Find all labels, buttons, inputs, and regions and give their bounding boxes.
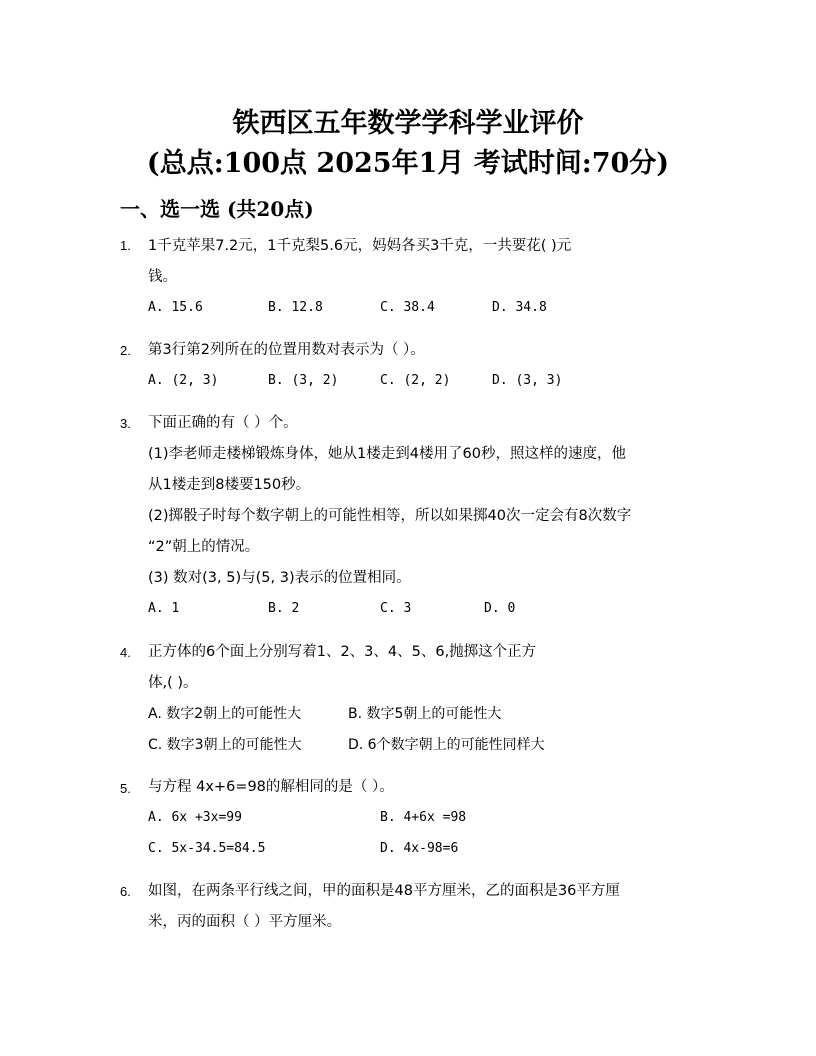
question-text-line: 从1楼走到8楼要150秒。 bbox=[148, 477, 311, 493]
option-d[interactable]: D. 0 bbox=[484, 601, 516, 616]
option-c[interactable]: C. 5x-34.5=84.5 bbox=[148, 841, 266, 856]
option-d[interactable]: D. (3, 3) bbox=[492, 373, 563, 388]
question-text-line: 1千克苹果7.2元，1千克梨5.6元，妈妈各买3千克，一共要花( )元 bbox=[148, 238, 572, 254]
question-text-line: 如图，在两条平行线之间，甲的面积是48平方厘米，乙的面积是36平方厘 bbox=[148, 883, 620, 899]
exam-title: 铁西区五年数学学科学业评价 bbox=[232, 108, 584, 139]
option-a[interactable]: A. 1 bbox=[148, 601, 180, 616]
question-text-line: 与方程 4x+6=98的解相同的是（ ）。 bbox=[148, 779, 394, 795]
question-text-line: 第3行第2列所在的位置用数对表示为（ ）。 bbox=[148, 342, 425, 358]
question-number: 6. bbox=[120, 884, 131, 899]
option-d[interactable]: D. 4x-98=6 bbox=[380, 841, 459, 856]
option-a[interactable]: A. 15.6 bbox=[148, 300, 203, 315]
option-c[interactable]: C. 数字3朝上的可能性大 bbox=[148, 737, 302, 753]
question-text-line: 米，丙的面积（ ）平方厘米。 bbox=[148, 914, 342, 930]
question-number: 1. bbox=[120, 238, 131, 253]
question-text-line: (1)李老师走楼梯锻炼身体，她从1楼走到4楼用了60秒，照这样的速度，他 bbox=[148, 446, 626, 462]
question-text-line: “2”朝上的情况。 bbox=[148, 539, 260, 555]
question-text-line: 下面正确的有（ ）个。 bbox=[148, 415, 298, 431]
option-d[interactable]: D. 6个数字朝上的可能性同样大 bbox=[348, 737, 545, 753]
option-c[interactable]: C. 38.4 bbox=[380, 300, 435, 315]
question-text-line: 体,( )。 bbox=[148, 675, 198, 691]
question-number: 3. bbox=[120, 416, 131, 431]
option-b[interactable]: B. (3, 2) bbox=[268, 373, 339, 388]
question-text-line: 正方体的6个面上分别写着1、2、3、4、5、6,抛掷这个正方 bbox=[148, 644, 537, 660]
option-b[interactable]: B. 4+6x =98 bbox=[380, 810, 467, 825]
option-a[interactable]: A. 数字2朝上的可能性大 bbox=[148, 706, 302, 722]
question-number: 2. bbox=[120, 343, 131, 358]
question-text-line: 钱。 bbox=[148, 269, 177, 285]
question-text-line: (2)掷骰子时每个数字朝上的可能性相等，所以如果掷40次一定会有8次数字 bbox=[148, 508, 632, 524]
option-c[interactable]: C. 3 bbox=[380, 601, 412, 616]
option-b[interactable]: B. 2 bbox=[268, 601, 300, 616]
exam-subtitle: (总点:100点 2025年1月 考试时间:70分) bbox=[146, 148, 670, 179]
option-b[interactable]: B. 数字5朝上的可能性大 bbox=[348, 706, 502, 722]
option-a[interactable]: A. 6x +3x=99 bbox=[148, 810, 242, 825]
option-a[interactable]: A. (2, 3) bbox=[148, 373, 219, 388]
option-c[interactable]: C. (2, 2) bbox=[380, 373, 451, 388]
section-heading: 一、选一选 (共20点) bbox=[120, 197, 314, 221]
question-text-line: (3) 数对(3, 5)与(5, 3)表示的位置相同。 bbox=[148, 570, 411, 586]
option-b[interactable]: B. 12.8 bbox=[268, 300, 323, 315]
option-d[interactable]: D. 34.8 bbox=[492, 300, 547, 315]
question-number: 5. bbox=[120, 781, 131, 796]
question-number: 4. bbox=[120, 645, 131, 660]
